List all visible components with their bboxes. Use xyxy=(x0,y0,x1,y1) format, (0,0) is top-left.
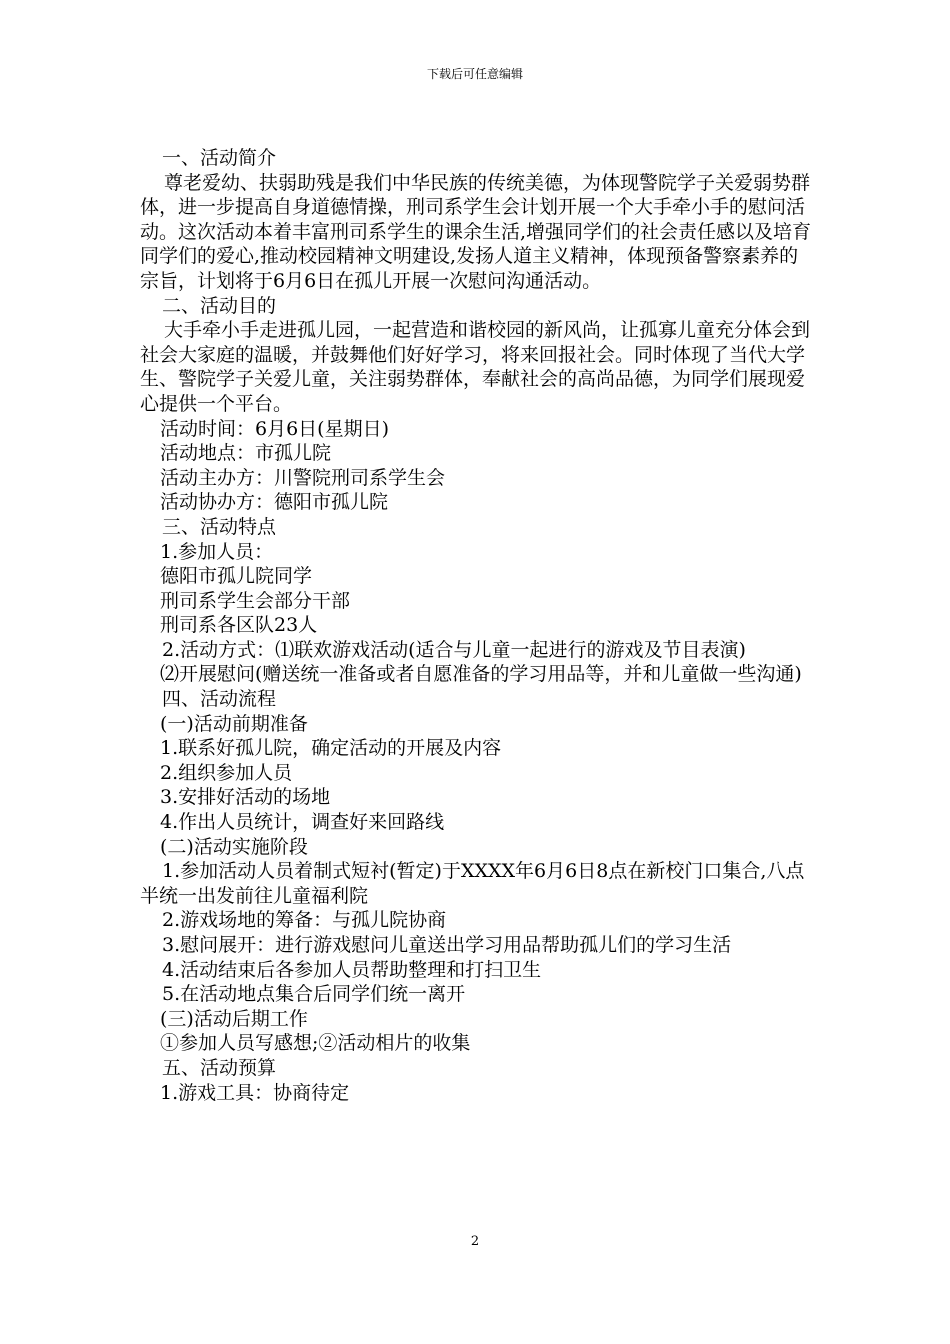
page-header-note: 下载后可任意编辑 xyxy=(426,67,523,81)
event-time: 活动时间：6月6日(星期日) xyxy=(160,417,390,440)
activity-method-2: ⑵开展慰问(赠送统一准备或者自愿准备的学习用品等，并和儿童做一些沟通) xyxy=(160,663,802,686)
subsection-heading: (一)活动前期准备 xyxy=(160,712,308,735)
event-co-organizer: 活动协办方：德阳市孤儿院 xyxy=(160,491,389,514)
subsection-heading: (二)活动实施阶段 xyxy=(160,835,308,858)
section-heading-4: 四、活动流程 xyxy=(162,688,277,711)
list-item: 4.作出人员统计，调查好来回路线 xyxy=(160,811,445,834)
paragraph-intro: 尊老爱幼、扶弱助残是我们中华民族的传统美德，为体现警院学子关爱弱势群体，进一步提高自身道德情操，刑司系学生会计划开展一个大手牵小手的慰问活动。这次活动本着丰富刑司系学生的课余生活,增强同学们的社会责任感以及培育同学们的爱心,推动校园精神文明建设,发扬人道主义精神，体现预备警察素养的宗旨，计划将于6月6日在孤儿开展一次慰问沟通活动。 xyxy=(140,171,812,292)
page-number: 2 xyxy=(470,1234,480,1249)
document-body xyxy=(140,146,812,1105)
event-location: 活动地点：市孤儿院 xyxy=(160,442,332,465)
activity-method: 2.活动方式：⑴联欢游戏活动(适合与儿童一起进行的游戏及节目表演) xyxy=(162,638,746,661)
list-item: 2.游戏场地的筹备：与孤儿院协商 xyxy=(162,909,447,932)
list-item: 1.联系好孤儿院，确定活动的开展及内容 xyxy=(160,737,502,760)
section-heading-2: 二、活动目的 xyxy=(162,294,277,317)
section-heading-1: 一、活动简介 xyxy=(162,147,277,169)
participant-line: 德阳市孤儿院同学 xyxy=(160,565,313,588)
list-item: 1.游戏工具：协商待定 xyxy=(160,1081,350,1104)
participants-heading: 1.参加人员： xyxy=(160,540,274,563)
list-item: ①参加人员写感想;②活动相片的收集 xyxy=(160,1032,471,1055)
list-item: 2.组织参加人员 xyxy=(160,761,293,784)
list-item: 3.慰问展开：进行游戏慰问儿童送出学习用品帮助孤儿们的学习生活 xyxy=(162,934,732,956)
subsection-heading: (三)活动后期工作 xyxy=(160,1007,308,1030)
list-item: 3.安排好活动的场地 xyxy=(160,786,331,809)
event-organizer: 活动主办方：川警院刑司系学生会 xyxy=(160,466,446,489)
section-heading-5: 五、活动预算 xyxy=(162,1056,277,1079)
section-heading-3: 三、活动特点 xyxy=(162,515,277,538)
participant-line: 刑司系学生会部分干部 xyxy=(160,589,351,612)
paragraph-purpose: 大手牵小手走进孤儿园，一起营造和谐校园的新风尚，让孤寡儿童充分体会到社会大家庭的温暖，并鼓舞他们好好学习，将来回报社会。同时体现了当代大学生、警院学子关爱儿童，关注弱势群体，奉献社会的高尚品德，为同学们展现爱心提供一个平台。 xyxy=(140,319,811,415)
list-item: 5.在活动地点集合后同学们统一离开 xyxy=(162,983,466,1006)
list-item: 1.参加活动人员着制式短衬(暂定)于XXXX年6月6日8点在新校门口集合,八点半统一出发前往儿童福利院 xyxy=(140,860,805,907)
participant-line: 刑司系各区队23人 xyxy=(160,614,318,637)
list-item: 4.活动结束后各参加人员帮助整理和打扫卫生 xyxy=(162,958,542,981)
